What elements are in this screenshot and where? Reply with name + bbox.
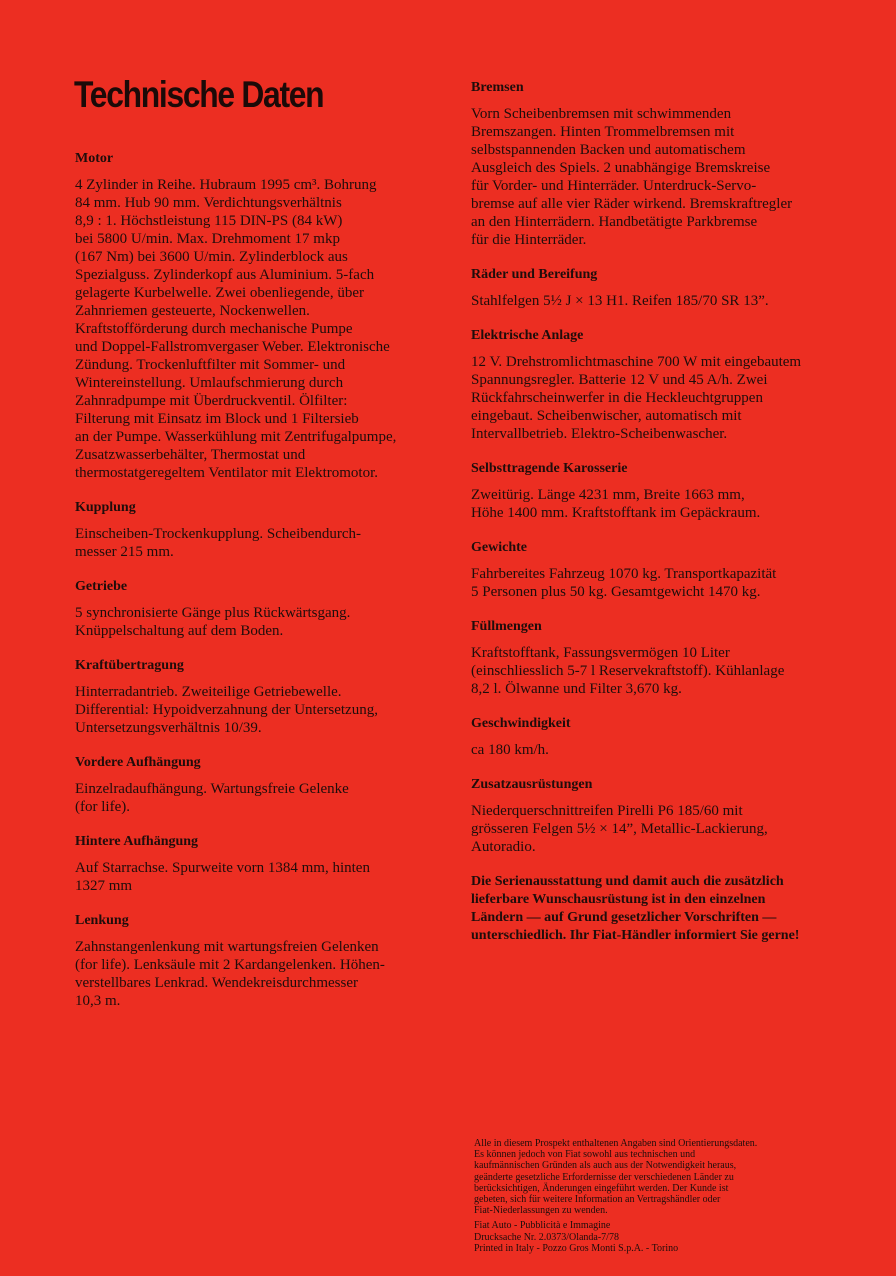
section-text: Hinterradantrieb. Zweiteilige Getriebewelle. Differential: Hypoidverzahnung der Untersetzung, Untersetzungsverhältnis 10/39. (75, 684, 378, 736)
section-elektrische-anlage (471, 327, 856, 443)
printer-line: Printed in Italy - Pozzo Gros Monti S.p.A. - Torino (474, 1242, 679, 1254)
section-text: Vorn Scheibenbremsen mit schwimmenden Bremszangen. Hinten Trommelbremsen mit selbstspannenden Backen und automatischem Ausgleich des Spiels. 2 unabhängige Bremskreise für Vorder- und Hinterräder. Unterdruck-Servo- bremse auf alle vier Räder wirkend. Bremskraftregler an den Hinterrädern. Handbetätigte Parkbremse für die Hinterräder. (471, 106, 793, 248)
section-heading: Gewichte (471, 540, 527, 555)
section-heading: Elektrische Anlage (471, 328, 584, 343)
section-heading: Räder und Bereifung (471, 267, 598, 282)
section-heading: Geschwindigkeit (471, 716, 571, 731)
section-karosserie (471, 460, 856, 522)
section-getriebe (75, 578, 450, 640)
section-heading: Motor (75, 151, 114, 166)
section-zusatzausruestungen (471, 776, 856, 856)
section-hintere-aufhaengung (75, 833, 450, 895)
right-column (471, 79, 856, 945)
section-lenkung (75, 912, 450, 1010)
section-motor (75, 150, 450, 482)
section-geschwindigkeit (471, 715, 856, 759)
section-text: Zweitürig. Länge 4231 mm, Breite 1663 mm, Höhe 1400 mm. Kraftstofftank im Gepäckraum. (471, 487, 761, 521)
section-text: Niederquerschnittreifen Pirelli P6 185/60 mit grösseren Felgen 5½ × 14”, Metallic-Lackierung, Autoradio. (471, 803, 768, 855)
section-heading: Bremsen (471, 80, 524, 95)
section-heading: Füllmengen (471, 619, 542, 634)
equipment-notice: Die Serienausstattung und damit auch die zusätzlich lieferbare Wunschausrüstung ist in den einzelnen Ländern — auf Grund gesetzlicher Vorschriften — unterschiedlich. Ihr Fiat-Händler informiert Sie gerne! (471, 874, 800, 943)
section-gewichte (471, 539, 856, 601)
section-text: Auf Starrachse. Spurweite vorn 1384 mm, hinten 1327 mm (75, 860, 370, 894)
section-vordere-aufhaengung (75, 754, 450, 816)
section-text: Einscheiben-Trockenkupplung. Scheibendurch- messer 215 mm. (75, 526, 362, 560)
section-text: ca 180 km/h. (471, 742, 549, 758)
section-heading: Kupplung (75, 500, 136, 515)
section-fuellmengen (471, 618, 856, 698)
section-bremsen (471, 79, 856, 249)
section-text: Kraftstofftank, Fassungsvermögen 10 Liter (einschliesslich 5-7 l Reservekraftstoff). Kühlanlage 8,2 l. Ölwanne und Filter 3,670 kg. (471, 645, 785, 697)
section-heading: Zusatzausrüstungen (471, 777, 593, 792)
publisher-line: Fiat Auto - Pubblicità e Immagine (474, 1220, 611, 1232)
section-heading: Selbsttragende Karosserie (471, 461, 628, 476)
section-heading: Lenkung (75, 913, 129, 928)
section-heading: Hintere Aufhängung (75, 834, 199, 849)
section-text: 4 Zylinder in Reihe. Hubraum 1995 cm³. Bohrung 84 mm. Hub 90 mm. Verdichtungsverhältnis 8,9 : 1. Höchstleistung 115 DIN-PS (84 kW) bei 5800 U/min. Max. Drehmoment 17 mkp (167 Nm) bei 3600 U/min. Zylinderblock aus Spezialguss. Zylinderkopf aus Aluminium. 5-fach gelagerte Kurbelwelle. Zwei obenliegende, über Zahnriemen gesteuerte, Nockenwellen. Kraftstofförderung durch mechanische Pumpe und Doppel-Fallstromvergaser Weber. Elektronische Zündung. Trockenluftfilter mit Sommer- und Wintereinstellung. Umlaufschmierung durch Zahnradpumpe mit Überdruckventil. Ölfilter: Filterung mit Einsatz im Block und 1 Filtersieb an der Pumpe. Wasserkühlung mit Zentrifugalpumpe, Zusatzwasserbehälter, Thermostat und thermostatgeregeltem Ventilator mit Elektromotor. (75, 177, 397, 481)
page-title: Technische Daten (74, 74, 324, 115)
section-text: Fahrbereites Fahrzeug 1070 kg. Transportkapazität 5 Personen plus 50 kg. Gesamtgewicht 1470 kg. (471, 566, 777, 600)
section-text: Stahlfelgen 5½ J × 13 H1. Reifen 185/70 SR 13”. (471, 293, 769, 309)
disclaimer-text: Alle in diesem Prospekt enthaltenen Angaben sind Orientierungsdaten. Es können jedoch von Fiat sowohl aus technischen und kaufmännischen Gründen als auch aus der Notwendigkeit heraus, geänderte gesetzliche Erfordernisse der verschiedenen Länder zu berücksichtigen, Änderungen eingeführt werden. Der Kunde ist gebeten, sich für weitere Information an Vertragshändler oder Fiat-Niederlassungen zu wenden. (474, 1138, 758, 1217)
section-heading: Getriebe (75, 579, 128, 594)
section-text: 12 V. Drehstromlichtmaschine 700 W mit eingebautem Spannungsregler. Batterie 12 V und 45 A/h. Zwei Rückfahrscheinwerfer in die Heckleuchtgruppen eingebaut. Scheibenwischer, automatisch mit Intervallbetrieb. Elektro-Scheibenwascher. (471, 354, 802, 442)
print-reference: Drucksache Nr. 2.0373/Olanda-7/78 (474, 1231, 619, 1243)
footer-legal (474, 1138, 859, 1254)
left-column (75, 150, 450, 1027)
section-text: 5 synchronisierte Gänge plus Rückwärtsgang. Knüppelschaltung auf dem Boden. (75, 605, 351, 639)
section-kupplung (75, 499, 450, 561)
section-heading: Vordere Aufhängung (75, 755, 201, 770)
section-kraftuebertragung (75, 657, 450, 737)
section-text: Einzelradaufhängung. Wartungsfreie Gelenke (for life). (75, 781, 349, 815)
section-heading: Kraftübertragung (75, 658, 184, 673)
section-raeder-bereifung (471, 266, 856, 310)
section-text: Zahnstangenlenkung mit wartungsfreien Gelenken (for life). Lenksäule mit 2 Kardangelenken. Höhen- verstellbares Lenkrad. Wendekreisdurchmesser 10,3 m. (75, 939, 385, 1009)
